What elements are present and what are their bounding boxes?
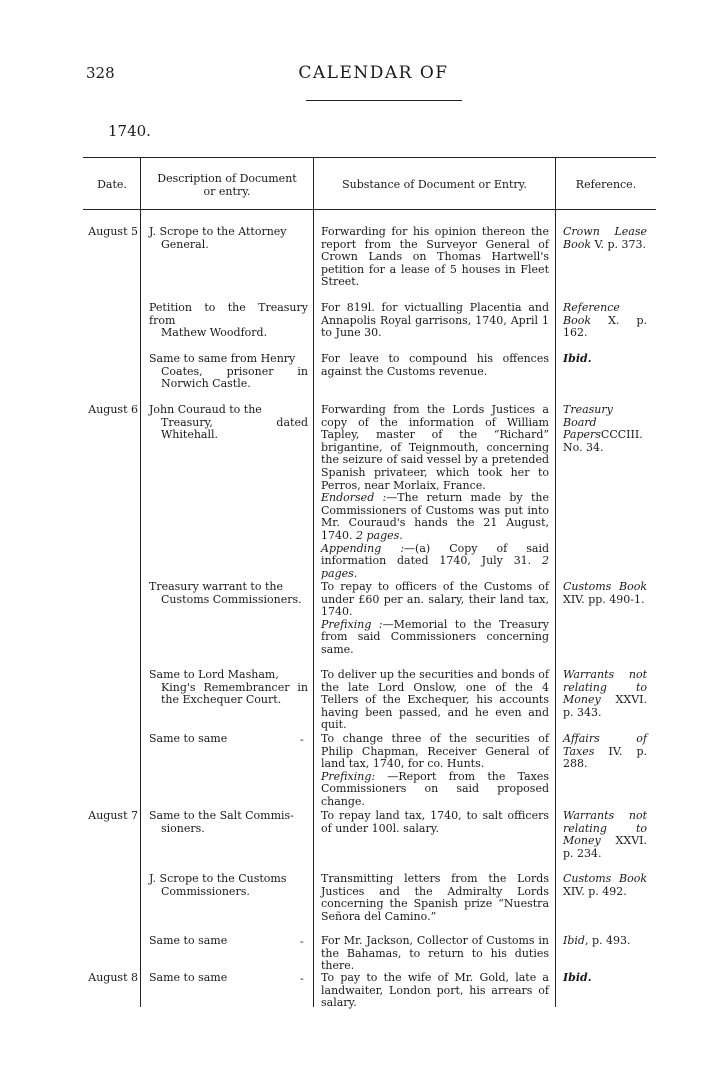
entry-reference: Warrants not relating to Money XXVI. p. 234. xyxy=(563,809,647,860)
entry-substance: Forwarding from the Lords Justices a copy of the information of William Tapley, master of the “Richard” brigantine, of Teignmouth, concerning the seizure of said vessel by a pretended Spanish privateer, which took her to Perros, near Morlaix, France. Endorsed :—The return made by the Commissioners of Customs was put into Mr. Couraud's hands the 21 August, 1740. 2 pages. Appending :—(a) Copy of said information dated 1740, July 31. 2 pages. xyxy=(321,403,549,580)
entry-reference: Ibid. xyxy=(563,352,592,365)
entry-substance: To deliver up the securities and bonds of the late Lord Onslow, one of the 4 Tellers of the Exchequer, his accounts having been passed, and he even and quit. xyxy=(321,668,549,732)
ditto-dash: - xyxy=(300,935,304,948)
entry-description: Same to same from Henry Coates, prisoner in Norwich Castle. xyxy=(149,352,308,391)
entry-description: Same to the Salt Commis- sioners. xyxy=(149,809,294,835)
entry-substance: To change three of the securities of Philip Chapman, Receiver General of land tax, 1740, for co. Hunts. Prefixing: —Report from the Taxes Commissioners on said proposed change. xyxy=(321,732,549,808)
column-header-substance: Substance of Document or Entry. xyxy=(342,178,527,191)
entry-substance: For Mr. Jackson, Collector of Customs in the Bahamas, to return to his duties there. xyxy=(321,934,549,973)
title-rule xyxy=(306,100,462,101)
column-header-date: Date. xyxy=(97,178,127,191)
entry-date: August 8 xyxy=(88,971,138,984)
entry-reference: Ibid. xyxy=(563,971,592,984)
entry-substance: For 819l. for victualling Placentia and Annapolis Royal garrisons, 1740, April 1 to June 30. xyxy=(321,301,549,340)
entry-substance: To pay to the wife of Mr. Gold, late a landwaiter, London port, his arrears of salary. xyxy=(321,971,549,1010)
entry-reference: Reference Book X. p. 162. xyxy=(563,301,647,340)
column-divider xyxy=(555,157,556,1007)
entry-substance: To repay to officers of the Customs of under £60 per an. salary, their land tax, 1740. Prefixing :—Memorial to the Treasury from said Commissioners concerning same. xyxy=(321,580,550,656)
entry-date: August 7 xyxy=(88,809,138,822)
entry-description: J. Scrope to the Customs Commissioners. xyxy=(149,872,287,898)
entry-reference: Customs Book XIV. pp. 490-1. xyxy=(563,580,647,606)
entry-reference: Treasury Board PapersCCCIII. No. 34. xyxy=(563,403,643,454)
table-top-rule xyxy=(83,157,656,158)
entry-substance: To repay land tax, 1740, to salt officers of under 100l. salary. xyxy=(321,809,549,835)
page-title: CALENDAR OF xyxy=(298,63,449,83)
year-heading: 1740. xyxy=(108,122,151,140)
entry-description: Treasury warrant to the Customs Commissioners. xyxy=(149,580,302,606)
entry-description: John Couraud to the Treasury, dated Whitehall. xyxy=(149,403,308,442)
ditto-dash: - xyxy=(300,972,304,985)
entry-description: Same to same xyxy=(149,971,228,984)
entry-date: August 5 xyxy=(88,225,138,238)
page-number: 328 xyxy=(86,64,115,82)
ditto-dash: - xyxy=(300,733,304,746)
entry-reference: Crown Lease Book V. p. 373. xyxy=(563,225,647,251)
entry-description: Petition to the Treasury from Mathew Woodford. xyxy=(149,301,308,340)
table-header-rule xyxy=(83,209,656,210)
entry-reference: Warrants not relating to Money XXVI. p. 343. xyxy=(563,668,647,719)
entry-description: Same to Lord Masham, King's Remembrancer in the Exchequer Court. xyxy=(149,668,308,707)
entry-substance: Transmitting letters from the Lords Justices and the Admiralty Lords concerning the Spanish prize “Nuestra Señora del Camino.” xyxy=(321,872,549,923)
column-header-description: Description of Document or entry. xyxy=(157,172,297,198)
entry-reference: Affairs of Taxes IV. p. 288. xyxy=(563,732,647,771)
column-divider xyxy=(140,157,141,1007)
entry-description: J. Scrope to the Attorney General. xyxy=(149,225,287,251)
entry-reference: Ibid, p. 493. xyxy=(563,934,631,947)
column-header-reference: Reference. xyxy=(575,178,637,191)
entry-description: Same to same xyxy=(149,732,228,745)
entry-description: Same to same xyxy=(149,934,228,947)
entry-substance: For leave to compound his offences against the Customs revenue. xyxy=(321,352,549,378)
entry-reference: Customs Book XIV. p. 492. xyxy=(563,872,647,898)
entry-date: August 6 xyxy=(88,403,138,416)
column-divider xyxy=(313,157,314,1007)
entry-substance: Forwarding for his opinion thereon the report from the Surveyor General of Crown Lands on Thomas Hartwell's petition for a lease of 5 houses in Fleet Street. xyxy=(321,225,549,289)
